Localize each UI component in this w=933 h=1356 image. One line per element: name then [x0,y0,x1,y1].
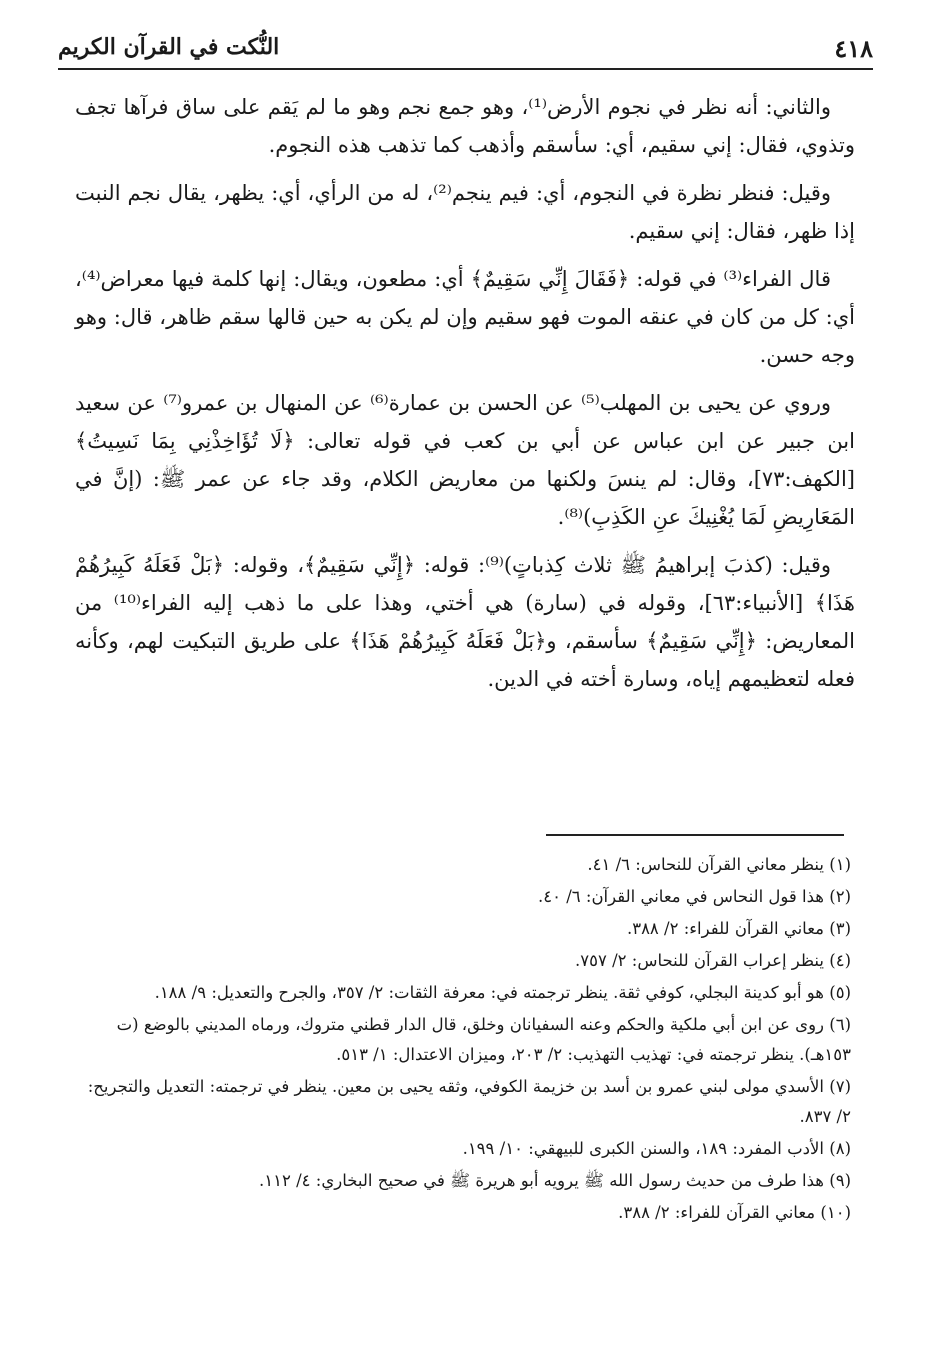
footnote: (٥) هو أبو كدينة البجلي، كوفي ثقة. ينظر ترجمته في: معرفة الثقات: ٢/ ٣٥٧، والجرح والتعديل: ٩/ ١٨٨. [154,983,851,1002]
main-text [75,88,855,708]
footnotes [72,850,851,1230]
footnote: (٣) معاني القرآن للفراء: ٢/ ٣٨٨. [626,919,851,938]
paragraph: والثاني: أنه نظر في نجوم الأرض⁽¹⁾، وهو جمع نجم وهو ما لم يَقم على ساق فرآها تجف وتذوي، فقال: إني سقيم، أي: سأسقم وأذهب كما تذهب هذه النجوم. [75,95,855,157]
footnote-separator [546,834,844,836]
header-rule [58,68,873,70]
paragraph: قال الفراء⁽³⁾ في قوله: ﴿فَقَالَ إِنِّي سَقِيمٌ﴾ أي: مطعون، ويقال: إنها كلمة فيها معراض⁽⁴⁾، أي: كل من كان في عنقه الموت فهو سقيم وإن لم يكن به حين قالها سقم ظاهر، قال: وهو وجه حسن. [75,267,855,367]
footnote: (٨) الأدب المفرد: ١٨٩، والسنن الكبرى للبيهقي: ١٠/ ١٩٩. [462,1139,851,1158]
footnote: (٤) ينظر إعراب القرآن للنحاس: ٢/ ٧٥٧. [575,951,851,970]
footnote: (٦) روى عن ابن أبي ملكية والحكم وعنه السفيانان وخلق، قال الدار قطني متروك، ورماه المديني بالوضع (ت ١٥٣هـ). ينظر ترجمته في: تهذيب التهذيب: ٢/ ٢٠٣، وميزان الاعتدال: ١/ ٥١٣. [116,1015,851,1064]
book-title: النُّكت في القرآن الكريم [58,34,280,60]
footnote: (١٠) معاني القرآن للفراء: ٢/ ٣٨٨. [618,1203,851,1222]
footnote: (٩) هذا طرف من حديث رسول الله ﷺ يرويه أبو هريرة ﷺ في صحيح البخاري: ٤/ ١١٢. [259,1171,851,1190]
paragraph: وقيل: فنظر نظرة في النجوم، أي: فيم ينجم⁽²⁾، له من الرأي، أي: يظهر، يقال نجم النبت إذا ظهر، فقال: إني سقيم. [75,181,855,243]
paragraph: وقيل: (كذبَ إبراهيمُ ﷺ ثلاث كِذباتٍ)⁽⁹⁾: قوله: ﴿إِنِّي سَقِيمٌ﴾، وقوله: ﴿بَلْ فَعَلَهُ كَبِيرُهُمْ هَذَا﴾ [الأنبياء:٦٣]، وقوله في (سارة) هي أختي، وهذا على ما ذهب إليه الفراء⁽¹⁰⁾ من المعاريض: ﴿إِنِّي سَقِيمٌ﴾ سأسقم، و﴿بَلْ فَعَلَهُ كَبِيرُهُمْ هَذَا﴾ على طريق التبكيت لهم، وكأنه فعله لتعظيمهم إياه، وسارة أخته في الدين. [75,553,855,691]
footnote: (١) ينظر معاني القرآن للنحاس: ٦/ ٤١. [587,855,851,874]
footnote: (٢) هذا قول النحاس في معاني القرآن: ٦/ ٤٠. [537,887,851,906]
footnote: (٧) الأسدي مولى لبني عمرو بن أسد بن خزيمة الكوفي، وثقه يحيى بن معين. ينظر في ترجمته: التعديل والتجريح: ٢/ ٨٣٧. [87,1077,851,1126]
paragraph: وروي عن يحيى بن المهلب⁽⁵⁾ عن الحسن بن عمارة⁽⁶⁾ عن المنهال بن عمرو⁽⁷⁾ عن سعيد ابن جبير عن ابن عباس عن أبي بن كعب في قوله تعالى: ﴿لَا تُؤَاخِذْنِي بِمَا نَسِيتُ﴾ [الكهف:٧٣]، وقال: لم ينسَ ولكنها من معاريض الكلام، وقد جاء عن عمر ﷺ: (إنَّ في المَعَارِيضِ لَمَا يُغْنِيكَ عنِ الكَذِبِ)⁽⁸⁾. [75,391,855,529]
running-header [58,30,873,70]
page-number: ٤١٨ [834,34,873,63]
